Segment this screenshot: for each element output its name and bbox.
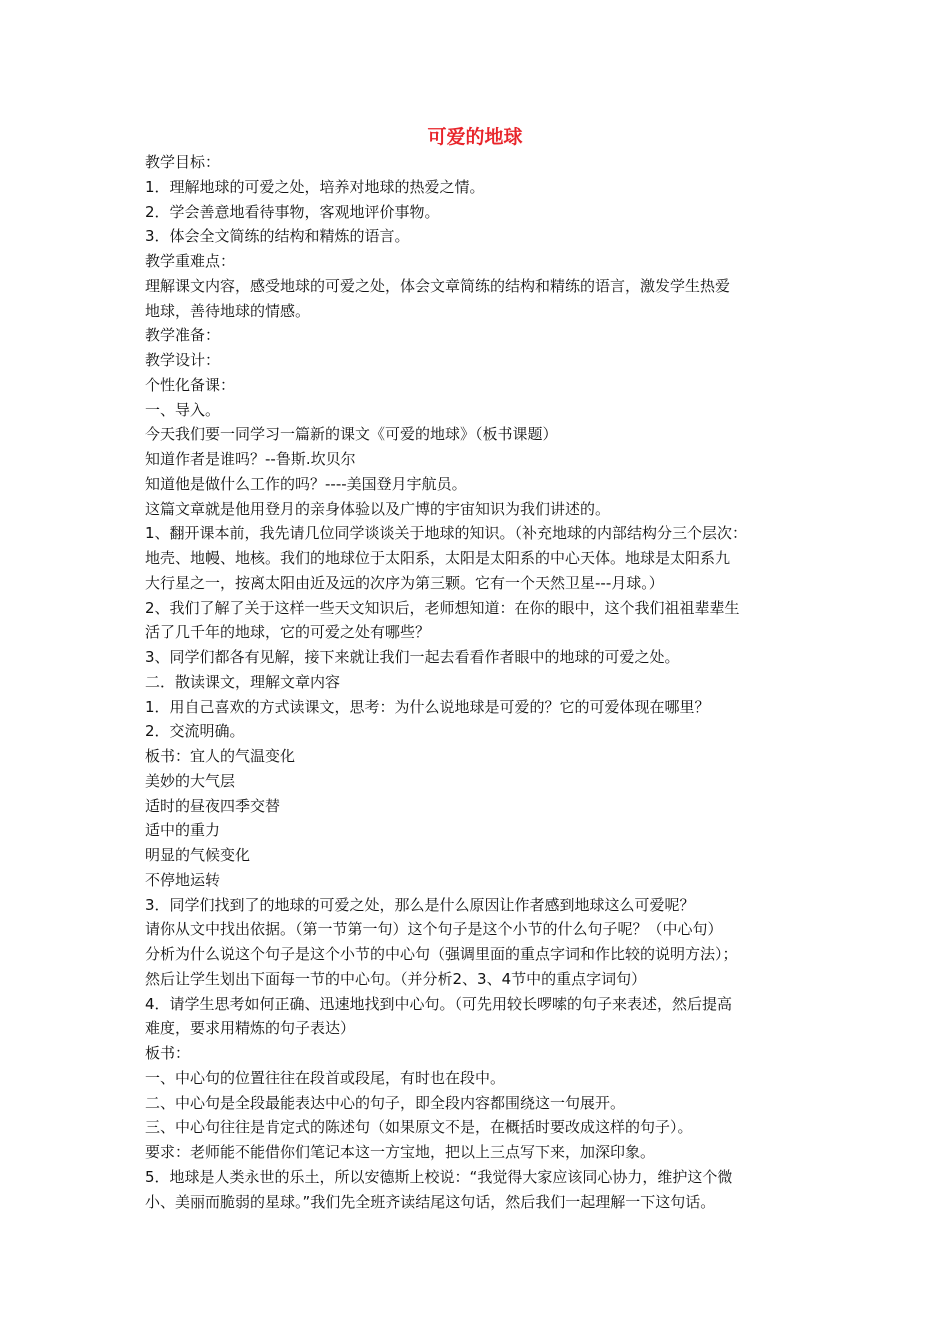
text-line: 5．地球是人类永世的乐土，所以安德斯上校说：“我觉得大家应该同心协力，维护这个微: [145, 1167, 733, 1186]
document-title: 可爱的地球: [427, 126, 523, 148]
text-line: 教学目标：: [145, 153, 221, 171]
text-line: 3、同学们都各有见解，接下来就让我们一起去看看作者眼中的地球的可爱之处。: [145, 648, 680, 666]
document-body: [145, 150, 815, 1214]
text-line: 大行星之一，按离太阳由近及远的次序为第三颗。它有一个天然卫星---月球。）: [145, 573, 664, 592]
text-line: 教学准备：: [145, 326, 221, 345]
text-line: 1．用自己喜欢的方式读课文，思考：为什么说地球是可爱的？它的可爱体现在哪里？: [145, 697, 710, 716]
text-line: 2．交流明确。: [145, 722, 245, 741]
text-line: 二、中心句是全段最能表达中心的句子，即全段内容都围绕这一句展开。: [145, 1093, 626, 1112]
text-line: 适时的昼夜四季交替: [145, 796, 281, 815]
text-line: 板书：: [145, 1044, 191, 1062]
text-line: 明显的气候变化: [145, 846, 251, 864]
text-line: 个性化备课：: [145, 375, 236, 394]
text-line: 地球，善待地球的情感。: [145, 301, 311, 320]
text-line: 分析为什么说这个句子是这个小节的中心句（强调里面的重点字词和作比较的说明方法）；: [145, 945, 738, 963]
text-line: 美妙的大气层: [145, 771, 236, 790]
text-line: 地壳、地幔、地核。我们的地球位于太阳系，太阳是太阳系的中心天体。地球是太阳系九: [145, 549, 731, 567]
text-line: 知道他是做什么工作的吗？----美国登月宇航员。: [145, 474, 467, 493]
text-line: 3．同学们找到了的地球的可爱之处，那么是什么原因让作者感到地球这么可爱呢？: [145, 895, 695, 914]
text-line: 活了几千年的地球，它的可爱之处有哪些？: [145, 623, 431, 642]
text-line: 2、我们了解了关于这样一些天文知识后，老师想知道：在你的眼中，这个我们祖祖辈辈生: [145, 598, 740, 617]
text-line: 教学重难点：: [145, 252, 236, 270]
text-line: 3．体会全文简练的结构和精炼的语言。: [145, 227, 410, 246]
text-line: 一、中心句的位置往往在段首或段尾，有时也在段中。: [145, 1068, 506, 1087]
text-line: 然后让学生划出下面每一节的中心句。（并分析2、3、4节中的重点字词句）: [145, 969, 647, 988]
text-line: 教学设计：: [145, 351, 221, 369]
text-line: 三、中心句往往是肯定式的陈述句（如果原文不是，在概括时要改成这样的句子）。: [145, 1118, 693, 1137]
text-line: 今天我们要一同学习一篇新的课文《可爱的地球》（板书课题）: [145, 425, 558, 444]
text-line: 1、翻开课本前，我先请几位同学谈谈关于地球的知识。（补充地球的内部结构分三个层次：: [145, 524, 748, 543]
text-line: 要求：老师能不能借你们笔记本这一方宝地，把以上三点写下来，加深印象。: [145, 1143, 656, 1161]
text-line: 难度，要求用精炼的句子表达）: [145, 1019, 356, 1038]
text-line: 知道作者是谁吗？--鲁斯.坎贝尔: [145, 450, 356, 468]
text-line: 一、导入。: [145, 400, 221, 419]
text-line: 板书：宜人的气温变化: [145, 747, 296, 765]
text-line: 不停地运转: [145, 870, 221, 889]
text-line: 请你从文中找出依据。（第一节第一句）这个句子是这个小节的什么句子呢？（中心句）: [145, 920, 723, 939]
text-line: 4．请学生思考如何正确、迅速地找到中心句。（可先用较长啰嗦的句子来表述，然后提高: [145, 994, 733, 1013]
text-line: 这篇文章就是他用登月的亲身体验以及广博的宇宙知识为我们讲述的。: [145, 499, 611, 518]
text-line: 小、美丽而脆弱的星球。”我们先全班齐读结尾这句话，然后我们一起理解一下这句话。: [145, 1192, 716, 1211]
text-line: 适中的重力: [145, 821, 221, 840]
text-line: 1．理解地球的可爱之处，培养对地球的热爱之情。: [145, 177, 485, 196]
text-line: 理解课文内容，感受地球的可爱之处，体会文章简练的结构和精练的语言，激发学生热爱: [145, 276, 731, 295]
text-line: 二．散读课文，理解文章内容: [145, 672, 341, 691]
text-line: 2．学会善意地看待事物，客观地评价事物。: [145, 202, 440, 221]
